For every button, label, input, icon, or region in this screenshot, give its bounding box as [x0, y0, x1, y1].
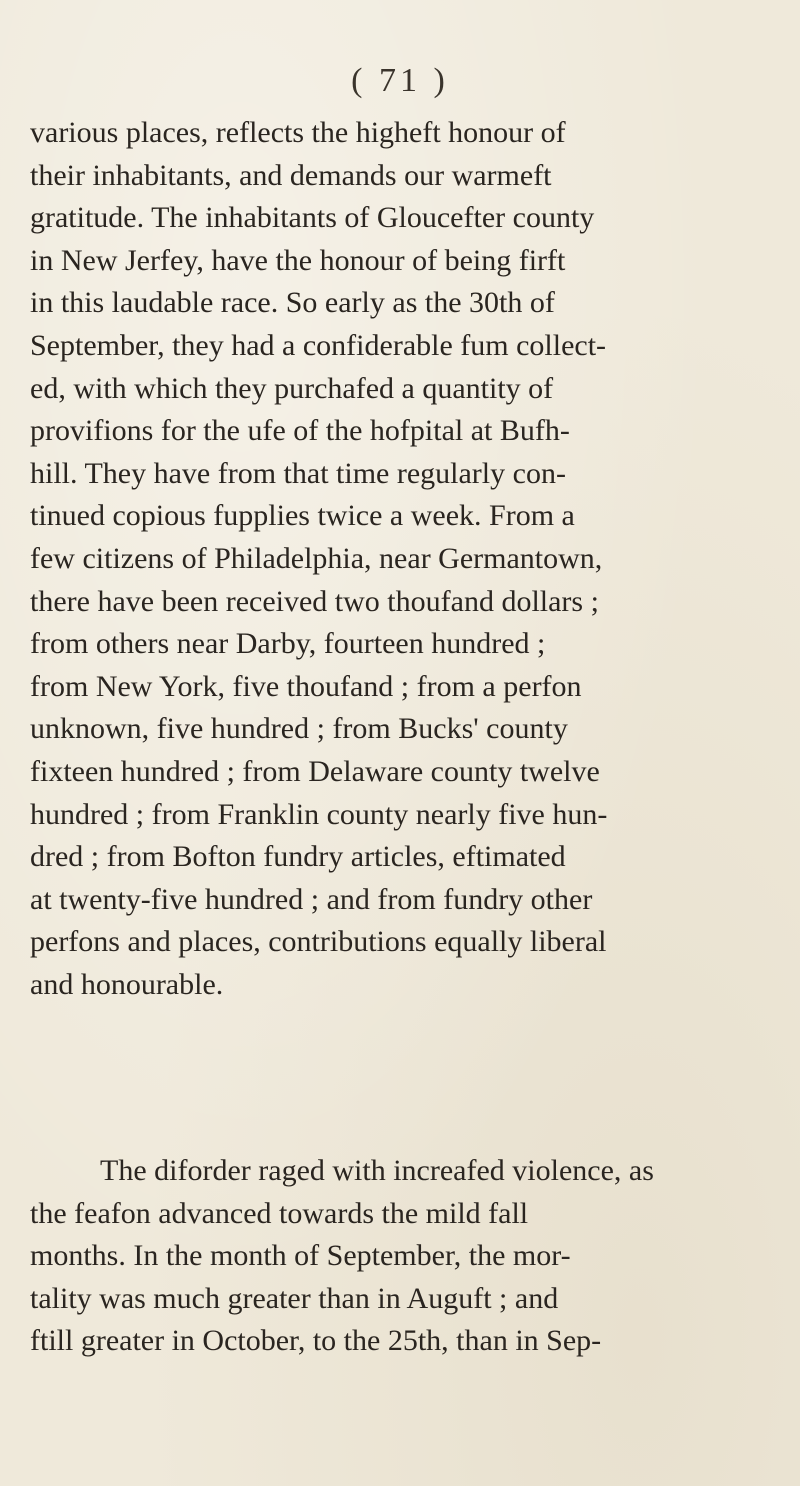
text-line: hill. They have from that time regularly con-	[30, 456, 566, 490]
text-line: at twenty-five hundred ; and from fundry other	[30, 882, 593, 916]
paragraph-2	[30, 1150, 798, 1363]
text-line: various places, reflects the higheft honour of	[30, 116, 566, 149]
paragraph-1	[30, 112, 798, 1006]
text-line: months. In the month of September, the mor-	[30, 1239, 571, 1273]
text-line: their inhabitants, and demands our warmeft	[30, 158, 552, 192]
text-line: from New York, five thoufand ; from a perfon	[30, 669, 582, 703]
text-line: dred ; from Bofton fundry articles, eftimated	[30, 840, 566, 874]
text-line: perfons and places, contributions equally liberal	[30, 925, 607, 959]
text-line: ftill greater in October, to the 25th, than in Sep-	[30, 1324, 602, 1358]
text-line: from others near Darby, fourteen hundred ;	[30, 627, 546, 661]
text-line: there have been received two thoufand dollars ;	[30, 584, 599, 618]
text-line: tinued copious fupplies twice a week. From a	[30, 499, 575, 533]
text-line: and honourable.	[30, 967, 224, 1001]
text-line: few citizens of Philadelphia, near Germantown,	[30, 541, 603, 575]
text-line: hundred ; from Franklin county nearly five hun-	[30, 797, 608, 831]
text-line: gratitude. The inhabitants of Gloucefter county	[30, 201, 595, 235]
text-line: fixteen hundred ; from Delaware county twelve	[30, 754, 600, 788]
text-line: September, they had a confiderable fum collect-	[30, 328, 607, 362]
text-line: The diforder raged with increafed violence, as	[100, 1154, 654, 1187]
text-line: provifions for the ufe of the hofpital at Bufh-	[30, 414, 570, 448]
text-line: unknown, five hundred ; from Bucks' county	[30, 712, 568, 746]
text-line: in this laudable race. So early as the 30th of	[30, 286, 555, 320]
text-line: tality was much greater than in Auguft ; and	[30, 1281, 559, 1315]
text-line: the feafon advanced towards the mild fall	[30, 1196, 529, 1230]
page-number: ( 71 )	[351, 62, 449, 99]
text-line: in New Jerfey, have the honour of being firft	[30, 243, 566, 277]
text-line: ed, with which they purchafed a quantity of	[30, 371, 554, 405]
